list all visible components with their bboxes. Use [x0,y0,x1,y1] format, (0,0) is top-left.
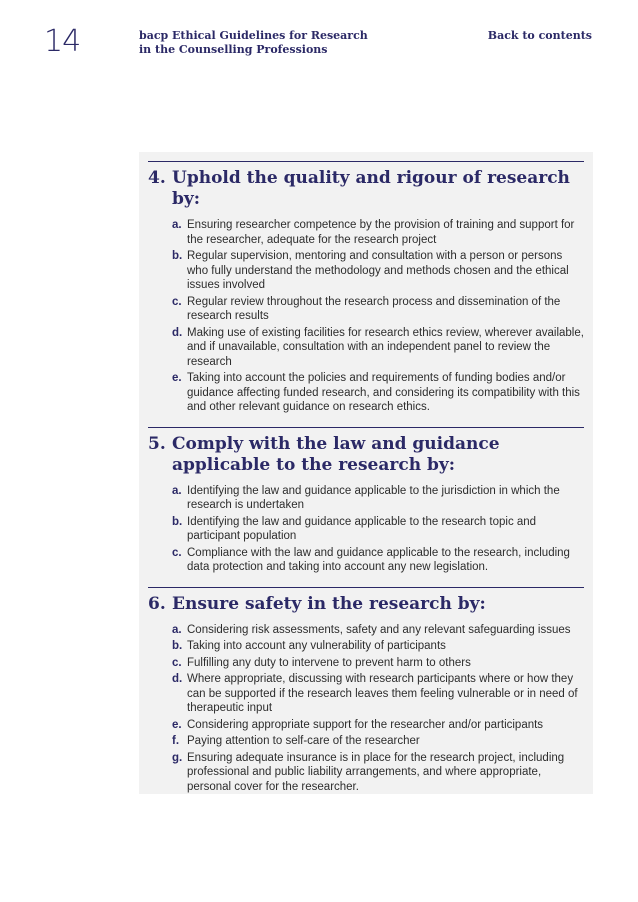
item-text: Identifying the law and guidance applicable to the jurisdiction in which the research is undertaken [187,484,560,511]
item-letter: d. [172,673,183,685]
item-text: Identifying the law and guidance applicable to the research topic and participant population [187,515,537,542]
item-text: Taking into account the policies and requirements of funding bodies and/or guidance affecting funded research, and considering its compatibility with this and other relevant guidance on research ethics. [187,372,580,413]
item-letter: c. [172,546,182,559]
section-6-heading [148,588,584,615]
list-item [172,515,584,544]
list-item [172,718,584,733]
section-4-heading [148,162,584,210]
list-item [172,734,584,749]
section-5-list [148,484,584,575]
item-letter: b. [172,250,183,262]
item-letter: a. [172,623,182,636]
item-letter: f. [172,735,180,747]
list-item [172,656,584,671]
item-text: Taking into account any vulnerability of participants [187,640,446,652]
item-text: Regular supervision, mentoring and consultation with a person or persons who fully understand the methodology and methods chosen and the ethical issues involved [187,250,569,291]
item-letter: b. [172,515,183,528]
list-item [172,672,584,716]
section-title: Uphold the quality and rigour of research by: [172,168,570,209]
section-5 [148,427,584,575]
item-letter: g. [172,751,183,764]
document-title [139,29,379,57]
section-title: Ensure safety in the research by: [172,593,486,614]
item-letter: c. [172,295,182,308]
item-letter: b. [172,640,183,652]
section-5-heading [148,428,584,476]
section-6 [148,587,584,795]
section-4 [148,161,584,415]
list-item [172,218,584,247]
section-number: 5. [148,433,166,454]
page-number: 14 [44,24,81,59]
item-text: Compliance with the law and guidance applicable to the research, including data protection and taking into account any new legislation. [187,546,570,573]
item-text: Considering risk assessments, safety and any relevant safeguarding issues [187,623,571,636]
section-number: 6. [148,593,166,614]
list-item [172,639,584,654]
item-letter: d. [172,326,183,339]
section-title: Comply with the law and guidance applicable to the research by: [172,433,500,475]
list-item [172,623,584,638]
list-item [172,295,584,324]
item-text: Making use of existing facilities for research ethics review, wherever available, and if unavailable, consultation with an independent panel to review the research [187,326,584,368]
item-letter: e. [172,372,182,384]
list-item [172,249,584,293]
item-text: Ensuring researcher competence by the provision of training and support for the researcher, adequate for the research project [187,219,575,246]
section-4-list [148,218,584,415]
item-letter: a. [172,219,182,231]
list-item [172,484,584,513]
item-letter: c. [172,656,182,669]
item-text: Where appropriate, discussing with research participants where or how they can be supported if the research leaves them feeling vulnerable or in need of therapeutic input [187,673,578,714]
list-item [172,371,584,415]
document-title-line-2: in the Counselling Professions [139,43,328,56]
item-text: Considering appropriate support for the researcher and/or participants [187,718,544,731]
back-to-contents-link[interactable]: Back to contents [487,29,592,42]
item-letter: a. [172,484,182,497]
section-number: 4. [148,168,166,188]
item-text: Paying attention to self-care of the researcher [187,735,420,747]
item-text: Regular review throughout the research process and dissemination of the research results [187,295,561,322]
document-title-line-1: bacp Ethical Guidelines for Research [139,29,368,42]
list-item [172,546,584,575]
item-text: Ensuring adequate insurance is in place for the research project, including professional and public liability arrangements, and where appropriate, personal cover for the researcher. [187,751,565,793]
section-6-list [148,623,584,795]
item-text: Fulfilling any duty to intervene to prevent harm to others [187,656,471,669]
item-letter: e. [172,718,182,731]
guidelines-panel [139,152,593,794]
list-item [172,326,584,370]
list-item [172,751,584,795]
